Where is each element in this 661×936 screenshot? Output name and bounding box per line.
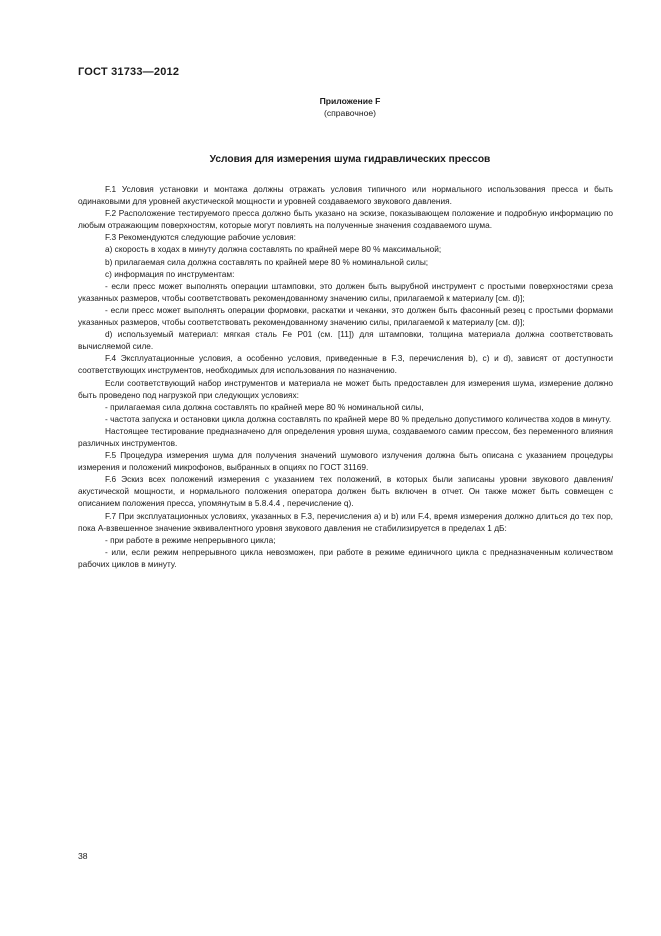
list-item-c-forming: - если пресс может выполнять операции формовки, раскатки и чеканки, это должен быть фасонный резец с простыми формами указанных размеров, чтобы соответствовать рекомендованному значению силы, прилагаемой к материалу [см. d)]; [78, 304, 613, 328]
paragraph-f5: F.5 Процедура измерения шума для получения значений шумового излучения должна быть описана с указанием процедуры измерения и положений микрофонов, выбранных в опциях по ГОСТ 31169. [78, 450, 613, 473]
list-item-c: c) информация по инструментам: [105, 268, 235, 279]
paragraph-f7: F.7 При эксплуатационных условиях, указанных в F.3, перечисления a) и b) или F.4, время измерения должно длиться до тех пор, пока А-взвешенное значение эквивалентного уровня звукового давления не стабилизируется в пределах 1 дБ: [78, 510, 613, 533]
list-item-single: - или, если режим непрерывного цикла невозможен, при работе в режиме единичного цикла с предназначенным количеством рабочих циклов в минуту. [78, 546, 613, 569]
paragraph-f4-purpose: Настоящее тестирование предназначено для определения уровня шума, создаваемого самим прессом, без переменного влияния различных инструментов. [78, 425, 613, 448]
list-item-a: a) скорость в ходах в минуту должна составлять по крайней мере 80 % максимальной; [105, 244, 442, 255]
paragraph-f6: F.6 Эскиз всех положений измерения с указанием тех положений, в которых были записаны уровни звукового давления/акустической мощности, и нормального положения оператора должен быть включен в отчет. Он также может быть совмещен с описанием положения пресса, упомянутым в 5.8.4.4 , перечисление q). [78, 474, 613, 509]
body-text [78, 183, 613, 570]
appendix-subtitle: (справочное) [323, 108, 377, 118]
list-item-force: - прилагаемая сила должна составлять по крайней мере 80 % номинальной силы, [105, 401, 424, 412]
list-item-cycle: - частота запуска и остановки цикла должна составлять по крайней мере 80 % предельно допустимого количества ходов в минуту. [105, 413, 612, 424]
appendix-title: Приложение F [319, 96, 381, 106]
paragraph-f3: F.3 Рекомендуются следующие рабочие условия: [105, 232, 296, 243]
paragraph-f4-load: Если соответствующий набор инструментов и материала не может быть предоставлен для измерения шума, измерение должно быть проведено под нагрузкой при следующих условиях: [78, 377, 613, 400]
paragraph-f2: F.2 Расположение тестируемого пресса должно быть указано на эскизе, показывающем положение и подробную информацию по любым отражающим поверхностям, которые могут повлиять на полученные значения создаваемого шума. [78, 208, 613, 231]
list-item-continuous: - при работе в режиме непрерывного цикла; [105, 534, 276, 545]
list-item-d: d) используемый материал: мягкая сталь Fe P01 (см. [11]) для штамповки, толщина материала должна соответствовать вычисляемой силе. [78, 329, 613, 352]
list-item-c-stamping: - если пресс может выполнять операции штамповки, это должен быть вырубной инструмент с простыми поверхностями среза указанных размеров, чтобы соответствовать рекомендованному значению силы, прилагаемой к материалу [см. d)]; [78, 280, 613, 303]
section-title: Условия для измерения шума гидравлических прессов [209, 154, 491, 165]
list-item-b: b) прилагаемая сила должна составлять по крайней мере 80 % номинальной силы; [105, 256, 429, 267]
standard-code: ГОСТ 31733—2012 [78, 66, 180, 78]
paragraph-f4: F.4 Эксплуатационные условия, а особенно условия, приведенные в F.3, перечисления b), c) и d), зависят от доступности соответствующих инструментов, необходимых для использования по назначению. [78, 353, 613, 376]
paragraph-f1: F.1 Условия установки и монтажа должны отражать условия типичного или нормального использования пресса и быть одинаковыми для уровней акустической мощности и уровней создаваемого звукового давления. [78, 184, 613, 207]
page-number: 38 [78, 851, 88, 861]
appendix-heading [0, 95, 661, 119]
